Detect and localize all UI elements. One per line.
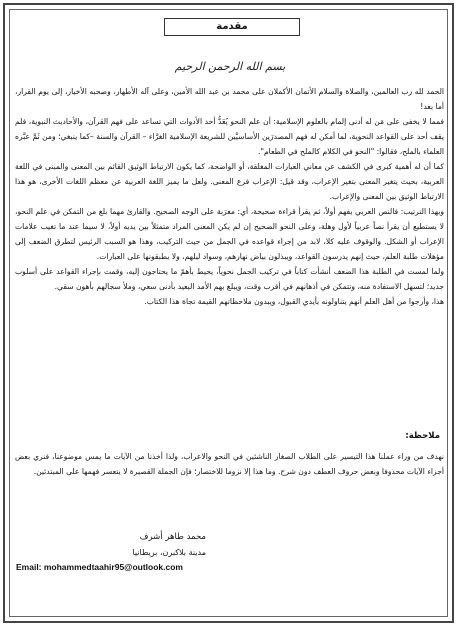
author-email: Email: mohammedtaahir95@outlook.com <box>16 562 183 572</box>
author-location: مدينة بلاكبرن، بريطانيا <box>132 548 206 557</box>
introduction-body <box>15 84 444 309</box>
paragraph-5: ولما لمست في الطلبة هذا الضعف أنشأت كتاباً في تركيب الجمل نحوياً، يحيط بأهمّ ما يحتاجون إليه، وقمت بإجراء القواعد على أسلوب جديد؛ لتسهل الاستفادة منه، وتتمكن في أذهانهم في أقرب وقت، ويبلغ بهم الأمد البعيد بأدنى سعي، وملأ سجالهم بأهون سقي. <box>15 267 444 291</box>
paragraph-1: الحمد لله رب العالمين، والصلاة والسلام الأتمان الأكملان على محمد بن عبد الله الأمين، وعلى آله الأطهار، وصحبه الأخيار، إلى يوم القرار، أما بعد! <box>15 87 444 111</box>
page-title: مقدمة <box>164 18 300 36</box>
basmala-calligraphy: بسم الله الرحمن الرحيم <box>174 60 286 73</box>
paragraph-6: هذا، وأرجوا من أهل العلم أنهم يتناولونه بأيدي القبول، ويبدون ملاحظاتهم القيمة تجاهَ هذا الكتاب. <box>144 297 444 306</box>
note-heading: ملاحظة: <box>405 431 440 441</box>
paragraph-4: وبهذا الترتيب: فالنص العربي يفهم أولاً، ثم يقرأ قراءة صحيحة، أي: معرَبة على الوجه الصحيح. والقارئ مهما بلغ من التمكن في علم النحو، لا يستطيع أن يقرأ نصاً عربياً لأول وهلة، وعلى النحو الصحيح إن لم يكن المعنى المراد متمثلاً بين يديه أولاً، لا سيما عند ما تغيب علامات الإعراب أو الشكل. والوقوف عليه كلا، لابد من إجراء قواعده في الجمل من حيث التركيب، وهذا هو السبب الرئيس لتطرق الضعف إلى مؤهلات طلبة العلم، حيث إنهم يدرسون القواعد، ويبذلون بياض نهارهم، وسواد ليلهم، ولا يطبقونها على العبارات. <box>15 207 444 261</box>
author-name: محمد طاهر أشرف <box>139 532 206 542</box>
signature-block <box>16 530 206 575</box>
paragraph-3: كما أن له أهمية كبرى في الكشف عن معاني العبارات المغلقة، أو الواضحة، كما يكون الارتباط الوثيق القائم بين المعنى والمبنى في اللغة العربية، بحيث يتغير المعنى بتغير الإعراب، وقد قيل: الإعراب فرع المعنى. ولعل ما يميز اللغة العربية عن معظم اللغات الأخرى، هو هذا الارتباط الوثيق بين المعنى والإعراب. <box>15 162 444 201</box>
paragraph-2: فمما لا يخفى على مَن له أدنى إلمام بالعلوم الإسلامية: أن علم النحو يُعَدُّ أحد الأدوات التي تساعد على فهم القرآن، والأحاديث النبوية، فلم يقف أحد على القواعد النحوية، لما أمكن له فهم المصدرَين الأساسيَّين للشريعة الإسلامية الغرَّاء – القرآن والسنة –كما ينبغي؛ ومن ثَمَّ عبَّره العلماء بالملح، فقالوا: "النحو في الكلام كالملح في الطعام". <box>15 117 444 156</box>
note-text: نهدف من وراء عملنا هذا التيسير على الطلاب الصغار الناشئين في النحو والاعراب، ولذا أخذنا من الآيات ما يمس موضوعنا، فنري بعض أجزاء الآيات محذوفا وبعض حروف العطف دون شرح. وما هذا إلا نزوما للاختصار؛ فإن الجملة القصيرة لا يتعسر فهمها على المبتدئين. <box>15 452 444 476</box>
